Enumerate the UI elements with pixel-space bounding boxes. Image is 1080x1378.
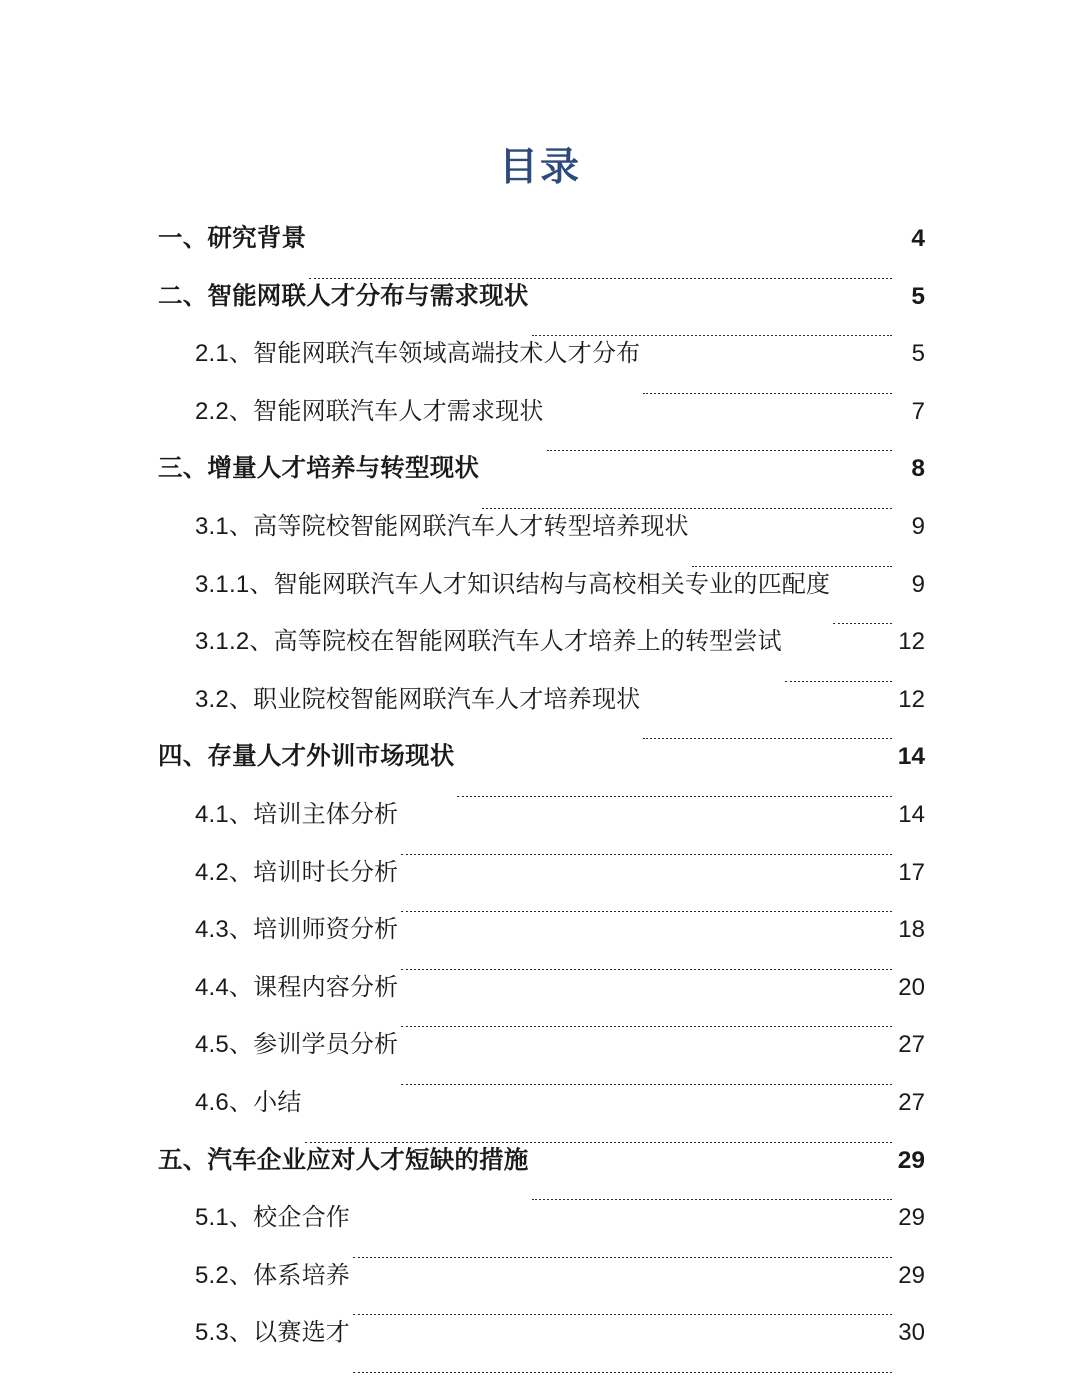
toc-leader-dots (401, 1084, 892, 1085)
toc-leader-dots (401, 969, 892, 970)
toc-entry-page-number: 5 (911, 282, 925, 310)
toc-entry-page-number: 27 (898, 1031, 925, 1059)
toc-entry-label: 2.1、智能网联汽车领域高端技术人才分布 (195, 340, 641, 368)
toc-leader-dots (532, 1199, 893, 1200)
toc-entry[interactable] (0, 1320, 1080, 1378)
toc-entry-page-number: 29 (897, 1146, 925, 1174)
toc-entry[interactable] (0, 341, 1080, 399)
toc-entry-page-number: 8 (911, 455, 925, 483)
toc-entry[interactable] (0, 284, 1080, 342)
toc-entry[interactable] (0, 629, 1080, 687)
toc-entry-label: 2.2、智能网联汽车人才需求现状 (195, 397, 544, 425)
toc-entry-label: 4.2、培训时长分析 (195, 858, 399, 886)
toc-entry-label: 三、增量人才培养与转型现状 (158, 455, 480, 483)
toc-entry-page-number: 18 (898, 916, 925, 944)
toc-entry-page-number: 27 (898, 1088, 925, 1116)
toc-leader-dots (309, 278, 892, 279)
page-title: 目录 (498, 146, 581, 189)
toc-entry-page-number: 5 (911, 340, 925, 368)
toc-entry-label: 一、研究背景 (158, 225, 307, 252)
toc-entry-label: 4.6、小结 (195, 1088, 302, 1116)
toc-leader-dots (401, 854, 892, 855)
toc-entry[interactable] (0, 1148, 1080, 1206)
toc-entry[interactable] (0, 514, 1080, 572)
toc-entry-page-number: 29 (898, 1204, 925, 1232)
toc-entry[interactable] (0, 1205, 1080, 1263)
toc-entry-label: 四、存量人才外训市场现状 (158, 743, 455, 771)
toc-entry[interactable] (0, 572, 1080, 630)
toc-leader-dots (833, 623, 892, 624)
toc-leader-dots (482, 508, 892, 509)
toc-entry-label: 5.2、体系培养 (195, 1261, 350, 1289)
toc-entry-page-number: 20 (898, 973, 925, 1001)
toc-entry-label: 5.3、以赛选才 (195, 1319, 350, 1347)
toc-leader-dots (305, 1142, 892, 1143)
toc-leader-dots (643, 738, 892, 739)
toc-leader-dots (401, 911, 892, 912)
toc-entry[interactable] (0, 1032, 1080, 1090)
toc-entry[interactable] (0, 860, 1080, 918)
toc-entry-page-number: 12 (898, 628, 925, 656)
toc-entry-page-number: 9 (911, 512, 925, 540)
toc-entry[interactable] (0, 975, 1080, 1033)
toc-leader-dots (692, 566, 892, 567)
toc-entry[interactable] (0, 744, 1080, 802)
toc-entry-page-number: 14 (897, 743, 925, 771)
toc-entry[interactable] (0, 802, 1080, 860)
toc-entry-page-number: 30 (898, 1319, 925, 1347)
toc-entry-page-number: 4 (911, 225, 925, 252)
toc-leader-dots (353, 1372, 892, 1373)
toc-entry[interactable] (0, 1090, 1080, 1148)
toc-entry[interactable] (0, 456, 1080, 514)
toc-leader-dots (401, 1026, 892, 1027)
toc-entry-page-number: 7 (911, 397, 925, 425)
toc-entry-label: 3.1.2、高等院校在智能网联汽车人才培养上的转型尝试 (195, 628, 782, 656)
toc-leader-dots (457, 796, 892, 797)
toc-entry[interactable] (0, 917, 1080, 975)
toc-leader-dots (785, 681, 892, 682)
toc-entry[interactable] (0, 1263, 1080, 1321)
toc-entry-label: 4.1、培训主体分析 (195, 800, 399, 828)
toc-entry-label: 五、汽车企业应对人才短缺的措施 (158, 1146, 529, 1174)
toc-entry[interactable] (0, 226, 1080, 284)
toc-entry[interactable] (0, 399, 1080, 457)
toc-entry-label: 4.5、参训学员分析 (195, 1031, 399, 1059)
toc-leader-dots (353, 1257, 892, 1258)
toc-entry-label: 3.2、职业院校智能网联汽车人才培养现状 (195, 685, 641, 713)
toc-entry-label: 3.1、高等院校智能网联汽车人才转型培养现状 (195, 512, 689, 540)
toc-entry-page-number: 9 (911, 570, 925, 598)
toc-entry[interactable] (0, 687, 1080, 745)
table-of-contents (0, 226, 1080, 1378)
toc-leader-dots (547, 450, 892, 451)
toc-entry-label: 4.4、课程内容分析 (195, 973, 399, 1001)
toc-entry-page-number: 14 (898, 800, 925, 828)
toc-entry-label: 5.1、校企合作 (195, 1204, 350, 1232)
toc-entry-page-number: 17 (898, 858, 925, 886)
toc-entry-label: 4.3、培训师资分析 (195, 916, 399, 944)
toc-entry-label: 3.1.1、智能网联汽车人才知识结构与高校相关专业的匹配度 (195, 570, 831, 598)
toc-entry-page-number: 29 (898, 1261, 925, 1289)
toc-entry-label: 二、智能网联人才分布与需求现状 (158, 282, 529, 310)
toc-leader-dots (643, 393, 892, 394)
toc-leader-dots (353, 1314, 892, 1315)
toc-leader-dots (532, 335, 893, 336)
toc-entry-page-number: 12 (898, 685, 925, 713)
